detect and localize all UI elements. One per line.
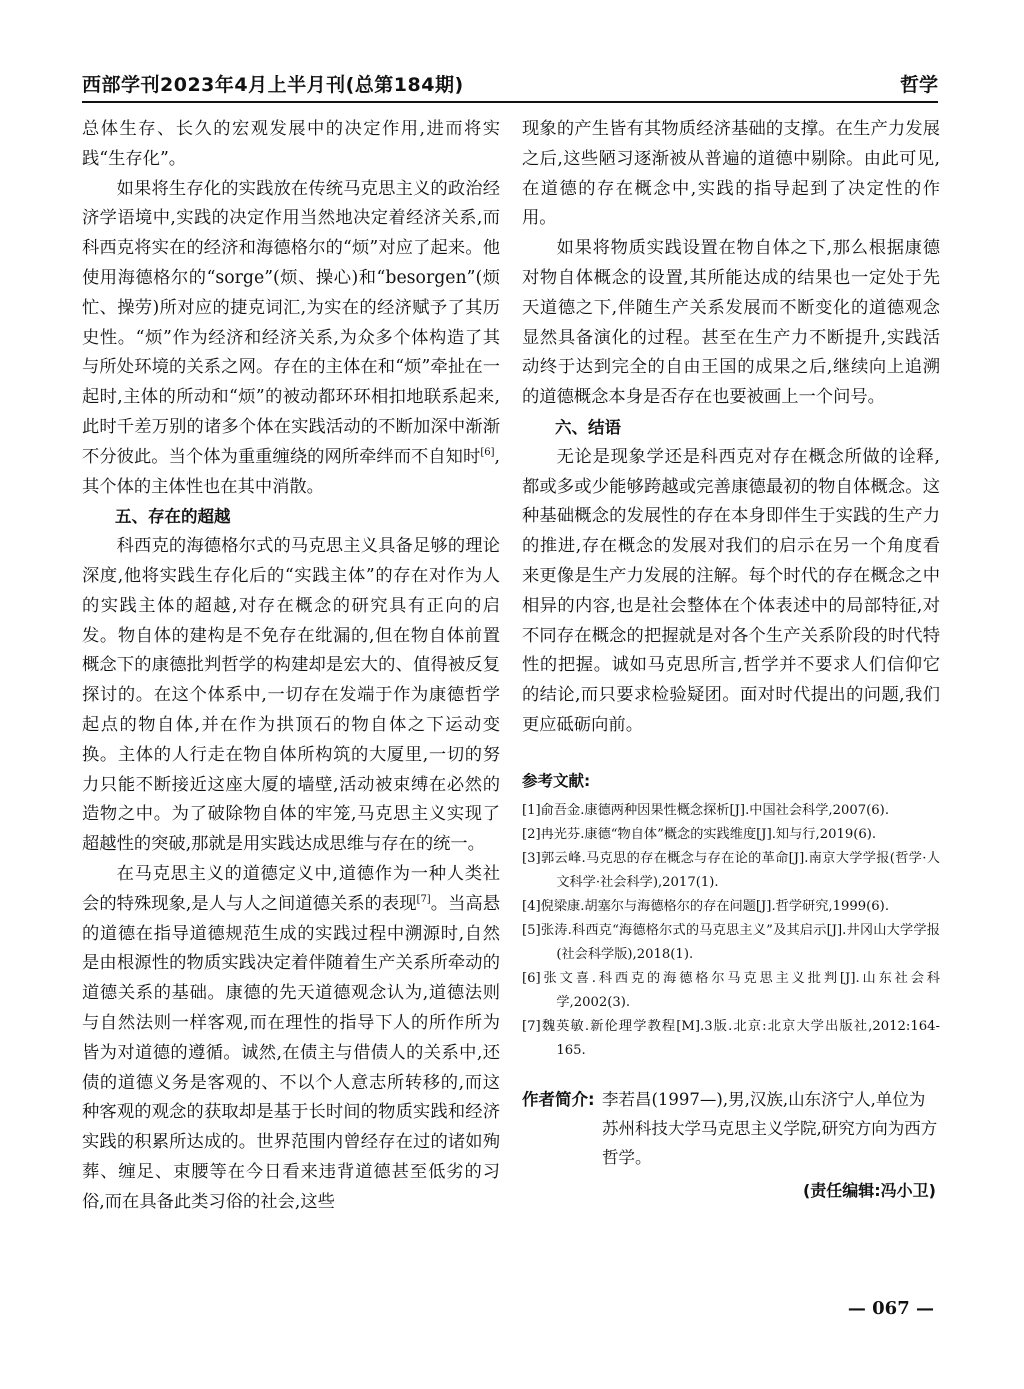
section-label: 哲学 xyxy=(899,74,938,96)
body-paragraph: 如果将物质实践设置在物自体之下,那么根据康德对物自体概念的设置,其所能达成的结果也一定处于先天道德之下,伴随生产关系发展而不断变化的道德观念显然具备演化的过程。甚至在生产力不断提升,实践活动终于达到完全的自由王国的成果之后,继续向上追溯的道德概念本身是否存在也要被画上一个问号。 xyxy=(522,238,940,408)
section-heading: 五、存在的超越 xyxy=(115,507,231,527)
journal-masthead: 西部学刊2023年4月上半月刊(总第184期) xyxy=(82,74,464,96)
section-heading: 六、结语 xyxy=(555,417,621,437)
body-paragraph: 无论是现象学还是科西克对存在概念所做的诠释,都或多或少能够跨越或完善康德最初的物自体概念。这种基础概念的发展性的存在本身即伴生于实践的生产力的推进,存在概念的发展对我们的启示在另一个角度看来更像是生产力发展的注解。每个时代的存在概念之中相异的内容,也是社会整体在个体表述中的局部特征,对不同存在概念的把握就是对各个生产关系阶段的时代特性的把握。诚如马克思所言,哲学并不要求人们信仰它的结论,而只要求检验疑团。面对时代提出的问题,我们更应砥砺向前。 xyxy=(522,446,940,735)
left-column xyxy=(82,115,500,1217)
author-text: 李若昌(1997—),男,汉族,山东济宁人,单位为苏州科技大学马克思主义学院,研究方向为西方哲学。 xyxy=(602,1089,938,1167)
citation-marker: [6] xyxy=(480,447,495,458)
references-title: 参考文献: xyxy=(522,771,591,790)
page-number: — 067 — xyxy=(847,1298,934,1319)
paragraph-text: ,其个体的主体性也在其中消散。 xyxy=(82,446,500,497)
reference-item: [2]冉光芬.康德“物自体”概念的实践维度[J].知与行,2019(6). xyxy=(522,826,877,842)
editor-credit: (责任编辑:冯小卫) xyxy=(802,1180,936,1200)
header-rule xyxy=(82,101,938,103)
body-paragraph: 科西克的海德格尔式的马克思主义具备足够的理论深度,他将实践生存化后的“实践主体”的存在对作为人的实践主体的超越,对存在概念的研究具有正向的启发。物自体的建构是不免存在纰漏的,但在物自体前置概念下的康德批判哲学的构建却是宏大的、值得被反复探讨的。在这个体系中,一切存在发端于作为康德哲学起点的物自体,并在作为拱顶石的物自体之下运动变换。主体的人行走在物自体所构筑的大厦里,一切的努力只能不断接近这座大厦的墙壁,活动被束缚在必然的造物之中。为了破除物自体的牢笼,马克思主义实现了超越性的突破,那就是用实践达成思维与存在的统一。 xyxy=(82,536,500,855)
reference-item: [6]张文喜.科西克的海德格尔马克思主义批判[J].山东社会科学,2002(3). xyxy=(522,970,940,1010)
running-header xyxy=(82,70,938,102)
body-paragraph: 总体生存、长久的宏观发展中的决定作用,进而将实践“生存化”。 xyxy=(82,119,500,169)
right-column xyxy=(522,115,940,1201)
reference-item: [3]郭云峰.马克思的存在概念与存在论的革命[J].南京大学学报(哲学·人文科学·社会科学),2017(1). xyxy=(522,850,940,890)
reference-item: [5]张涛.科西克“海德格尔式的马克思主义”及其启示[J].井冈山大学学报(社会科学版),2018(1). xyxy=(522,922,940,962)
reference-item: [7]魏英敏.新伦理学教程[M].3版.北京:北京大学出版社,2012:164-165. xyxy=(522,1018,940,1058)
reference-item: [4]倪梁康.胡塞尔与海德格尔的存在问题[J].哲学研究,1999(6). xyxy=(522,898,890,914)
author-label: 作者简介: xyxy=(522,1089,595,1109)
paragraph-text: 。当高悬的道德在指导道德规范生成的实践过程中溯源时,自然是由根源性的物质实践决定着伴随着生产关系所牵动的道德关系的基础。康德的先天道德观念认为,道德法则与自然法则一样客观,而在理性的指导下人的所作所为皆为对道德的遵循。诚然,在债主与借债人的关系中,还债的道德义务是客观的、不以个人意志所转移的,而这种客观的观念的获取却是基于长时间的物质实践和经济实践的积累所达成的。世界范围内曾经存在过的诸如殉葬、缠足、束腰等在今日看来违背道德甚至低劣的习俗,而在具备此类习俗的社会,这些 xyxy=(82,893,500,1212)
reference-list xyxy=(522,799,940,1063)
body-paragraph xyxy=(82,175,500,503)
reference-item: [1]俞吾金.康德两种因果性概念探析[J].中国社会科学,2007(6). xyxy=(522,802,890,818)
body-paragraph xyxy=(82,860,500,1218)
author-bio xyxy=(522,1085,940,1172)
paragraph-text: 如果将生存化的实践放在传统马克思主义的政治经济学语境中,实践的决定作用当然地决定着经济关系,而科西克将实在的经济和海德格尔的“烦”对应了起来。他使用海德格尔的“sorge”(烦、操心)和“besorgen”(烦忙、操劳)所对应的捷克词汇,为实在的经济赋予了其历史性。“烦”作为经济和经济关系,为众多个体构造了其与所处环境的关系之网。存在的主体在和“烦”牵扯在一起时,主体的所动和“烦”的被动都环环相扣地联系起来,此时千差万别的诸多个体在实践活动的不断加深中渐渐不分彼此。当个体为重重缠绕的网所牵绊而不自知时 xyxy=(82,178,500,467)
paragraph-text: 在马克思主义的道德定义中,道德作为一种人类社会的特殊现象,是人与人之间道德关系的表现 xyxy=(82,863,500,914)
citation-marker: [7] xyxy=(416,893,431,905)
body-paragraph: 现象的产生皆有其物质经济基础的支撑。在生产力发展之后,这些陋习逐渐被从普遍的道德中剔除。由此可见,在道德的存在概念中,实践的指导起到了决定性的作用。 xyxy=(522,119,940,229)
